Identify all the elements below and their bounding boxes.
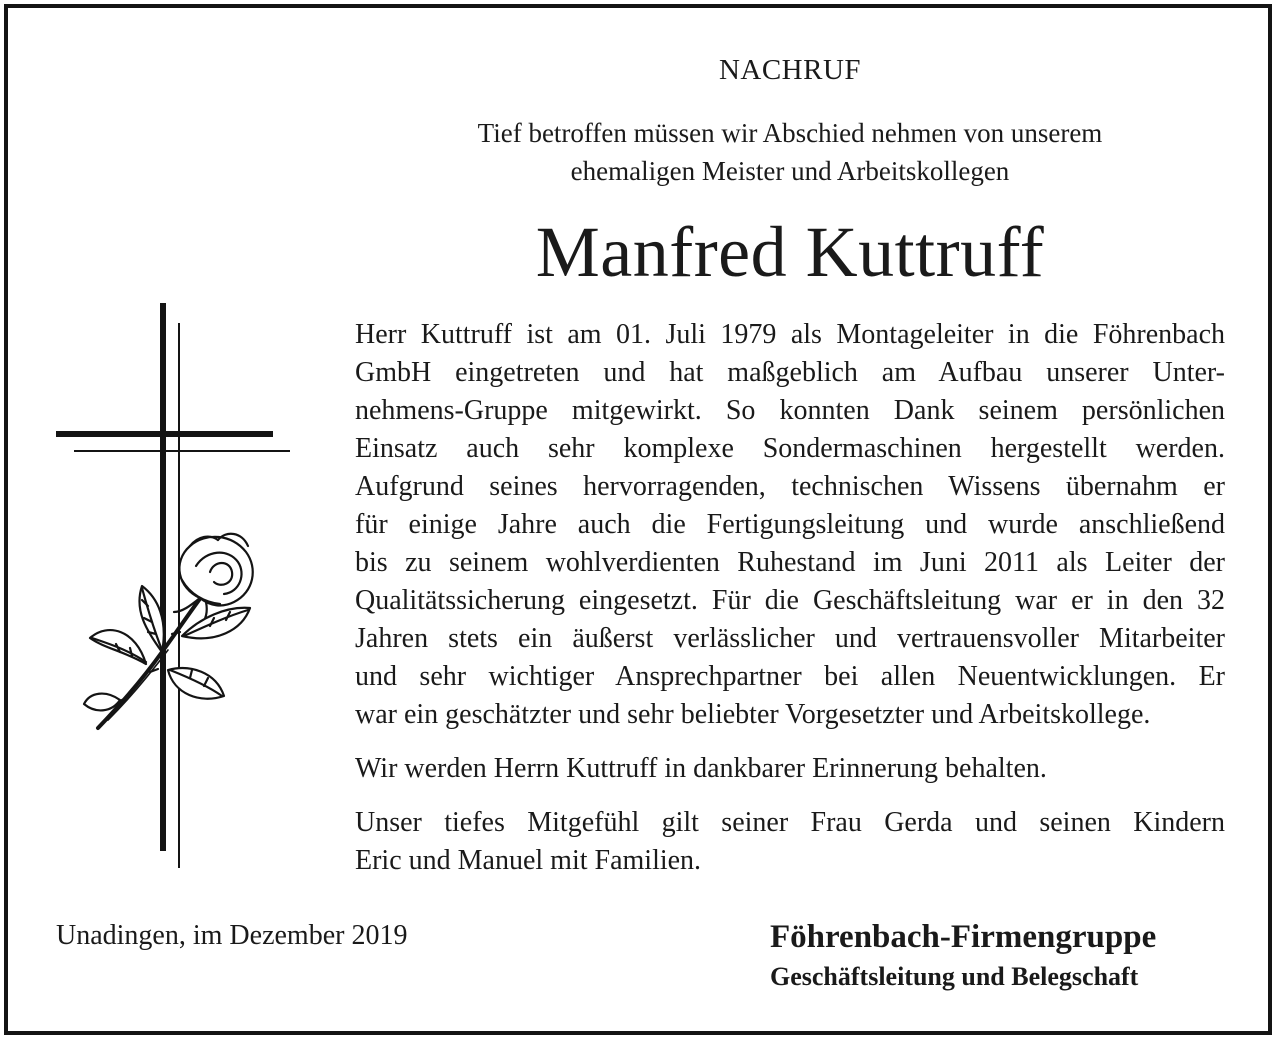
body-line: Aufgrund seines hervorragenden, technischen Wissens übernahm er xyxy=(355,471,1225,502)
rose-icon xyxy=(84,534,253,728)
cross-icon xyxy=(56,303,290,868)
body-line: GmbH eingetreten und hat maßgeblich am Aufbau unserer Unter- xyxy=(355,357,1225,388)
signature-block xyxy=(770,916,1156,996)
paragraph-remembrance xyxy=(355,750,1225,788)
notice-heading: NACHRUF xyxy=(718,54,862,86)
obituary-body xyxy=(355,316,1225,880)
body-line: Unser tiefes Mitgefühl gilt seiner Frau Gerda und seinen Kindern xyxy=(355,807,1225,838)
body-line: und sehr wichtiger Ansprechpartner bei allen Neuentwicklungen. Er xyxy=(355,661,1225,692)
signature-department: Geschäftsleitung und Belegschaft xyxy=(770,962,1139,991)
body-line: Einsatz auch sehr komplexe Sondermaschinen hergestellt werden. xyxy=(355,433,1225,464)
body-line: nehmens-Gruppe mitgewirkt. So konnten Dank seinem persönlichen xyxy=(355,395,1225,426)
body-line: Herr Kuttruff ist am 01. Juli 1979 als Montageleiter in die Föhrenbach xyxy=(355,319,1225,350)
intro-line: ehemaligen Meister und Arbeitskollegen xyxy=(570,156,1010,186)
body-line: Eric und Manuel mit Familien. xyxy=(355,845,702,876)
body-line: Wir werden Herrn Kuttruff in dankbarer Erinnerung behalten. xyxy=(355,753,1047,784)
intro-line: Tief betroffen müssen wir Abschied nehmen von unserem xyxy=(477,118,1103,148)
body-line: war ein geschätzter und sehr beliebter Vorgesetzter und Arbeitskollege. xyxy=(355,699,1151,730)
body-line: Jahren stets ein äußerst verlässlicher und vertrauensvoller Mitarbeiter xyxy=(355,623,1225,654)
place-and-date: Unadingen, im Dezember 2019 xyxy=(56,920,408,951)
paragraph-condolence xyxy=(355,804,1225,880)
body-line: für einige Jahre auch die Fertigungsleitung und wurde anschließend xyxy=(355,509,1225,540)
body-line: bis zu seinem wohlverdienten Ruhestand im Juni 2011 als Leiter der xyxy=(355,547,1225,578)
paragraph-career xyxy=(355,316,1225,734)
cross-rose-illustration xyxy=(50,300,300,875)
deceased-name: Manfred Kuttruff xyxy=(535,212,1045,292)
body-line: Qualitätssicherung eingesetzt. Für die Geschäftsleitung war er in den 32 xyxy=(355,585,1225,616)
intro-text xyxy=(380,114,1200,190)
signature-company: Föhrenbach-Firmengruppe xyxy=(770,919,1157,955)
